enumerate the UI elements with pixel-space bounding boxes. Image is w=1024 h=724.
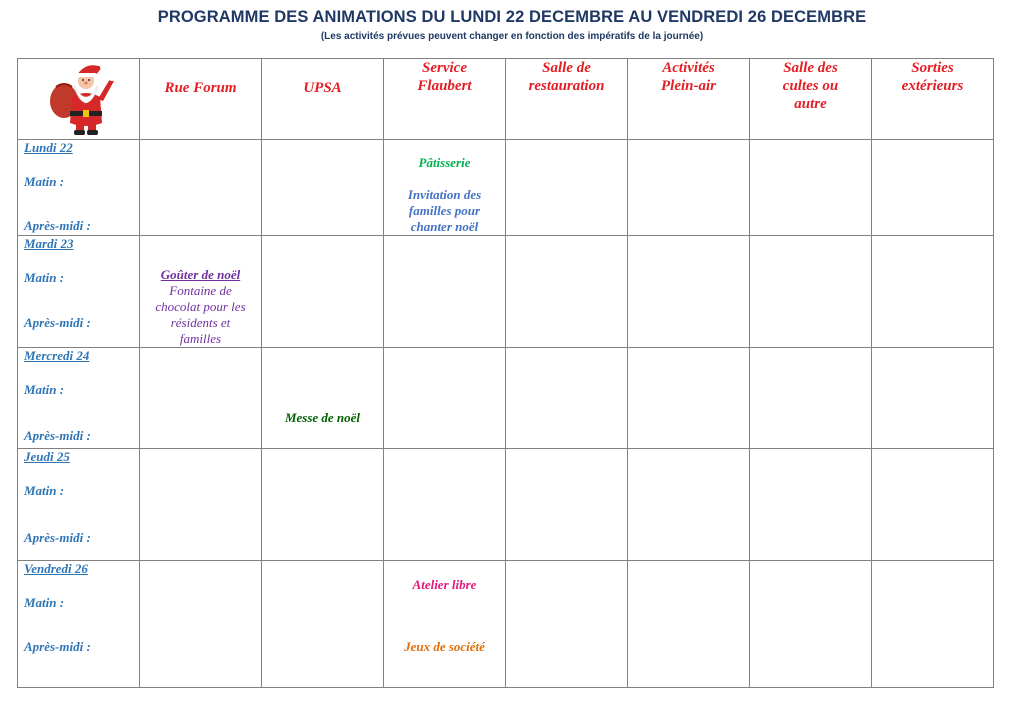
column-header-upsa: UPSA xyxy=(262,59,384,140)
activity-gouter-noel: Goûter de noël Fontaine de chocolat pour les résidents et familles xyxy=(140,267,261,347)
day-label: Vendredi 26 xyxy=(24,561,88,576)
schedule-cell xyxy=(140,449,262,561)
day-label: Mardi 23 xyxy=(24,236,74,251)
day-row-vendredi xyxy=(18,561,994,688)
apres-midi-label: Après-midi : xyxy=(24,639,91,654)
matin-label: Matin : xyxy=(24,270,65,285)
activity-patisserie: Pâtisserie xyxy=(418,155,471,170)
column-header-activites-plein-air: Activités Plein-air xyxy=(628,59,750,140)
schedule-cell xyxy=(506,449,628,561)
day-cell xyxy=(18,561,140,688)
schedule-cell xyxy=(750,449,872,561)
schedule-cell xyxy=(384,236,506,348)
matin-label: Matin : xyxy=(24,483,65,498)
schedule-cell xyxy=(506,348,628,449)
schedule-cell xyxy=(384,449,506,561)
schedule-cell xyxy=(140,236,262,348)
header-row xyxy=(18,59,994,140)
schedule-cell xyxy=(262,561,384,688)
column-header-sorties-exterieurs: Sorties extérieurs xyxy=(872,59,994,140)
matin-label: Matin : xyxy=(24,174,65,189)
apres-midi-label: Après-midi : xyxy=(24,428,91,443)
schedule-cell xyxy=(872,348,994,449)
schedule-cell xyxy=(384,561,506,688)
day-label: Lundi 22 xyxy=(24,140,73,155)
schedule-cell xyxy=(750,348,872,449)
column-header-rue-forum: Rue Forum xyxy=(140,59,262,140)
page-title: PROGRAMME DES ANIMATIONS DU LUNDI 22 DECEMBRE AU VENDREDI 26 DECEMBRE xyxy=(157,8,867,26)
day-row-jeudi xyxy=(18,449,994,561)
day-cell xyxy=(18,348,140,449)
schedule-cell xyxy=(872,449,994,561)
schedule-cell xyxy=(872,140,994,236)
schedule-cell xyxy=(750,236,872,348)
schedule-cell xyxy=(628,561,750,688)
apres-midi-label: Après-midi : xyxy=(24,315,91,330)
schedule-cell xyxy=(872,236,994,348)
column-header-salle-restauration: Salle de restauration xyxy=(506,59,628,140)
schedule-cell xyxy=(628,236,750,348)
day-row-mardi xyxy=(18,236,994,348)
schedule-cell xyxy=(628,348,750,449)
apres-midi-label: Après-midi : xyxy=(24,530,91,545)
page-subtitle: (Les activités prévues peuvent changer en fonction des impératifs de la journée) xyxy=(320,31,704,42)
day-row-lundi xyxy=(18,140,994,236)
schedule-cell xyxy=(750,140,872,236)
activity-gouter-title: Goûter de noël xyxy=(160,267,241,282)
schedule-cell xyxy=(140,140,262,236)
matin-label: Matin : xyxy=(24,382,65,397)
corner-cell xyxy=(18,59,140,140)
day-label: Mercredi 24 xyxy=(24,348,90,363)
schedule-cell xyxy=(262,348,384,449)
schedule-cell xyxy=(628,449,750,561)
schedule-cell xyxy=(262,449,384,561)
activity-messe-noel: Messe de noël xyxy=(284,410,361,425)
day-label: Jeudi 25 xyxy=(24,449,70,464)
day-cell xyxy=(18,140,140,236)
schedule-cell xyxy=(262,236,384,348)
day-row-mercredi xyxy=(18,348,994,449)
matin-label: Matin : xyxy=(24,595,65,610)
activity-atelier-libre: Atelier libre xyxy=(412,577,477,592)
schedule-cell xyxy=(506,561,628,688)
activity-jeux-societe: Jeux de société xyxy=(404,639,485,654)
santa-claus-icon xyxy=(46,61,126,137)
column-header-service-flaubert: Service Flaubert xyxy=(384,59,506,140)
schedule-cell xyxy=(140,561,262,688)
schedule-cell xyxy=(872,561,994,688)
schedule-cell xyxy=(262,140,384,236)
schedule-cell xyxy=(140,348,262,449)
schedule-cell xyxy=(750,561,872,688)
schedule-cell xyxy=(506,140,628,236)
apres-midi-label: Après-midi : xyxy=(24,218,91,233)
schedule-cell xyxy=(628,140,750,236)
day-cell xyxy=(18,236,140,348)
column-header-salle-cultes: Salle des cultes ou autre xyxy=(750,59,872,140)
schedule-cell xyxy=(384,348,506,449)
schedule-table xyxy=(17,58,994,688)
activity-invitation-familles: Invitation des familles pour chanter noël xyxy=(407,187,482,234)
schedule-cell xyxy=(384,140,506,236)
schedule-cell xyxy=(506,236,628,348)
day-cell xyxy=(18,449,140,561)
